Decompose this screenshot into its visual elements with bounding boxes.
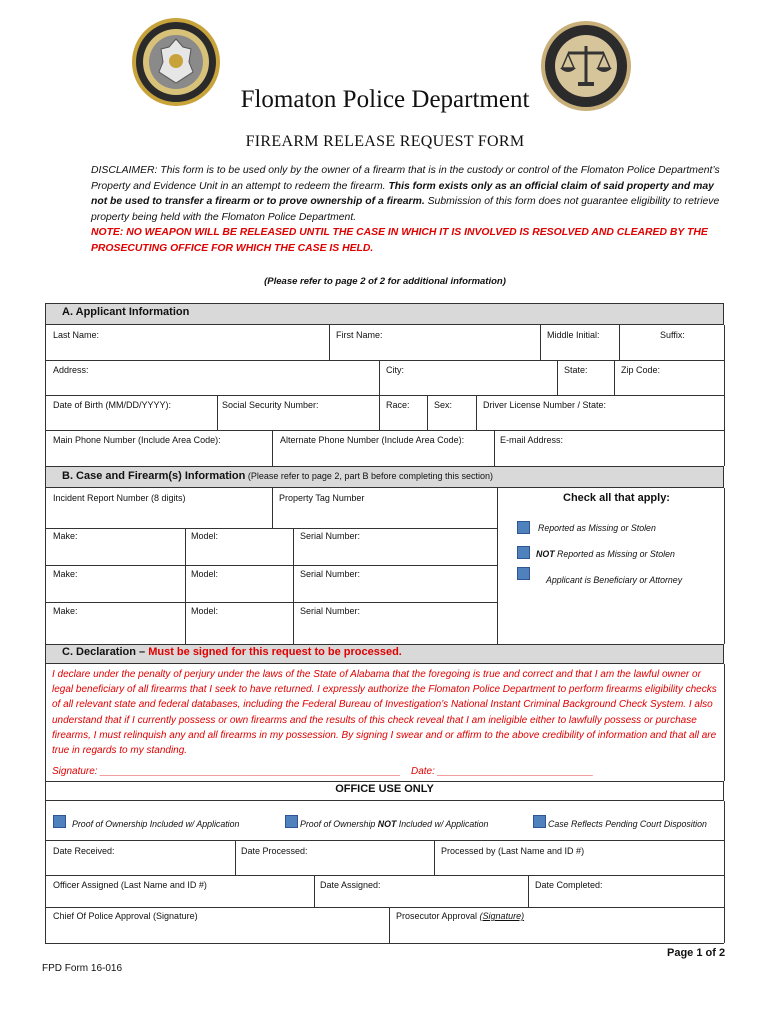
proof-not-bold: NOT xyxy=(377,819,397,829)
incident-label: Incident Report Number (8 digits) xyxy=(53,493,186,503)
model-label-3: Model: xyxy=(191,606,219,616)
serial-label-2: Serial Number: xyxy=(300,569,361,579)
missing-stolen-checkbox[interactable] xyxy=(517,521,530,534)
last-name-label: Last Name: xyxy=(53,330,100,340)
zip-label: Zip Code: xyxy=(621,365,661,375)
alt-phone-label: Alternate Phone Number (Include Area Code): xyxy=(280,435,465,445)
main-phone-field[interactable] xyxy=(46,431,271,465)
date-completed-field[interactable] xyxy=(529,876,723,906)
section-b-note: (Please refer to page 2, part B before completing this section) xyxy=(245,471,494,481)
date-processed-label: Date Processed: xyxy=(241,846,308,856)
incident-field[interactable] xyxy=(46,489,271,527)
dob-label-text: Date of Birth (MM/DD/YYYY): xyxy=(53,400,172,410)
make-label-3: Make: xyxy=(53,606,78,616)
prosecutor-pre: Prosecutor Approval xyxy=(396,911,480,921)
sex-field[interactable] xyxy=(428,396,475,429)
signature-line[interactable]: Signature: ______________________________________________________ xyxy=(52,766,401,777)
address-field[interactable] xyxy=(46,361,378,394)
chief-approval-label: Chief Of Police Approval (Signature) xyxy=(53,911,198,921)
race-label: Race: xyxy=(386,400,410,410)
office-use-title: OFFICE USE ONLY xyxy=(335,783,434,795)
declaration-text: I declare under the penalty of perjury under the laws of the State of Alabama that the foregoing is true and correct and that I am the lawful owner or legal beneficiary of all firearms that I seek to have returned. I expressly authorize the Flomaton Police Department to perform firearms eligibility checks of all relevant state and federal databases, including the Federal Bureau of Investigation’s National Instant Criminal Background Check System. I also understand that if I currently possess or own firearms and the results of this check reveal that I am ineligible either to lawfully possess or purchase firearms, I must relinquish any and all firearms in my possession. By signing I swear and or affirm to the above credibility of information and that all are true in regards to my standing. xyxy=(52,669,717,757)
date-received-label: Date Received: xyxy=(53,846,115,856)
alt-phone-field[interactable] xyxy=(273,431,493,465)
serial-label-1: Serial Number: xyxy=(300,531,361,541)
date-processed-field[interactable] xyxy=(236,841,433,874)
not-missing-checkbox[interactable] xyxy=(517,546,530,559)
processed-by-field[interactable] xyxy=(435,841,723,874)
not-missing-text: Reported as Missing or Stolen xyxy=(554,549,675,559)
email-label: E-mail Address: xyxy=(500,435,564,445)
suffix-label: Suffix: xyxy=(660,330,685,340)
date-received-field[interactable] xyxy=(46,841,234,874)
make-label-1: Make: xyxy=(53,531,78,541)
race-field[interactable] xyxy=(380,396,426,429)
beneficiary-label: Applicant is Beneficiary or Attorney xyxy=(546,575,683,585)
city-field[interactable] xyxy=(380,361,556,394)
section-b-title xyxy=(62,470,493,482)
date-line[interactable]: Date: ____________________________ xyxy=(411,766,594,777)
property-tag-label: Property Tag Number xyxy=(279,493,365,503)
first-name-label: First Name: xyxy=(336,330,383,340)
disclaimer-text: DISCLAIMER: This form is to be used only by the owner of a firearm that is in the custody or control of the Flomaton Police Department’s Property and Evidence Unit in an attempt to redeem the firearm. xyxy=(91,165,720,192)
proof-included-label: Proof of Ownership Included w/ Application xyxy=(72,819,240,829)
date-assigned-label: Date Assigned: xyxy=(320,880,381,890)
processed-by-label: Processed by (Last Name and ID #) xyxy=(441,846,585,856)
property-tag-field[interactable] xyxy=(273,489,496,527)
officer-assigned-field[interactable] xyxy=(46,876,313,906)
disclaimer xyxy=(91,163,723,256)
section-c-title xyxy=(62,646,402,658)
date-completed-label: Date Completed: xyxy=(535,880,603,890)
section-b-title-text: B. Case and Firearm(s) Information xyxy=(62,470,246,482)
date-assigned-field[interactable] xyxy=(315,876,527,906)
not-bold: NOT xyxy=(536,549,555,559)
middle-initial-label: Middle Initial: xyxy=(547,330,600,340)
pending-court-label: Case Reflects Pending Court Disposition xyxy=(548,819,707,829)
form-id: FPD Form 16-016 xyxy=(42,963,123,974)
missing-stolen-label: Reported as Missing or Stolen xyxy=(538,523,656,533)
page-number: Page 1 of 2 xyxy=(667,947,726,959)
zip-field[interactable] xyxy=(615,361,723,394)
state-field[interactable] xyxy=(558,361,613,394)
first-name-field[interactable] xyxy=(330,326,539,359)
page-title: Flomaton Police Department xyxy=(240,86,530,113)
make-label-2: Make: xyxy=(53,569,78,579)
proof-not-included-label xyxy=(300,819,488,829)
proof-not-included-checkbox[interactable] xyxy=(285,815,298,828)
proof-included-checkbox[interactable] xyxy=(53,815,66,828)
chief-approval-field[interactable] xyxy=(46,908,388,942)
model-label-2: Model: xyxy=(191,569,219,579)
dob-field[interactable] xyxy=(46,396,216,429)
last-name-field[interactable] xyxy=(46,326,328,359)
disclaimer-bold: This form exists only as an official claim of said property and may not be used to transfer a firearm or to prove ownership of a firearm. xyxy=(91,180,714,207)
section-c-title-required: Must be signed for this request to be processed. xyxy=(148,646,402,658)
officer-assigned-label: Officer Assigned (Last Name and ID #) xyxy=(53,880,207,890)
disclaimer-text-2: Submission of this form does not guarantee eligibility to retrieve property being held with the Flomaton Police Department. xyxy=(91,196,720,223)
refer-note: (Please refer to page 2 of 2 for additional information) xyxy=(264,276,506,287)
prosecutor-sig: (Signature) xyxy=(479,911,525,921)
model-label-1: Model: xyxy=(191,531,219,541)
main-phone-label: Main Phone Number (Include Area Code): xyxy=(53,435,221,445)
section-c-title-text: C. Declaration – xyxy=(62,646,149,658)
sex-label: Sex: xyxy=(434,400,453,410)
beneficiary-checkbox[interactable] xyxy=(517,567,530,580)
proof-not-pre: Proof of Ownership xyxy=(300,819,378,829)
city-label: City: xyxy=(386,365,404,375)
disclaimer-note: NOTE: NO WEAPON WILL BE RELEASED UNTIL THE CASE IN WHICH IT IS INVOLVED IS RESOLVED AND CLEARED BY THE PROSECUTING OFFICE FOR WHICH THE CASE IS HELD. xyxy=(91,227,708,254)
serial-label-3: Serial Number: xyxy=(300,606,361,616)
proof-not-post: Included w/ Application xyxy=(396,819,489,829)
middle-initial-field[interactable] xyxy=(541,326,618,359)
section-a-title: A. Applicant Information xyxy=(62,306,190,318)
driver-license-label: Driver License Number / State: xyxy=(483,400,607,410)
check-all-label: Check all that apply: xyxy=(563,492,670,504)
ssn-field[interactable] xyxy=(218,396,378,429)
state-label: State: xyxy=(564,365,588,375)
ssn-label: Social Security Number: xyxy=(222,400,319,410)
email-field[interactable] xyxy=(495,431,723,465)
driver-license-field[interactable] xyxy=(477,396,723,429)
address-label: Address: xyxy=(53,365,89,375)
pending-court-checkbox[interactable] xyxy=(533,815,546,828)
not-missing-label xyxy=(536,549,675,559)
suffix-field[interactable] xyxy=(620,326,723,359)
prosecutor-approval-field[interactable] xyxy=(390,908,723,942)
form-title: FIREARM RELEASE REQUEST FORM xyxy=(245,133,525,150)
